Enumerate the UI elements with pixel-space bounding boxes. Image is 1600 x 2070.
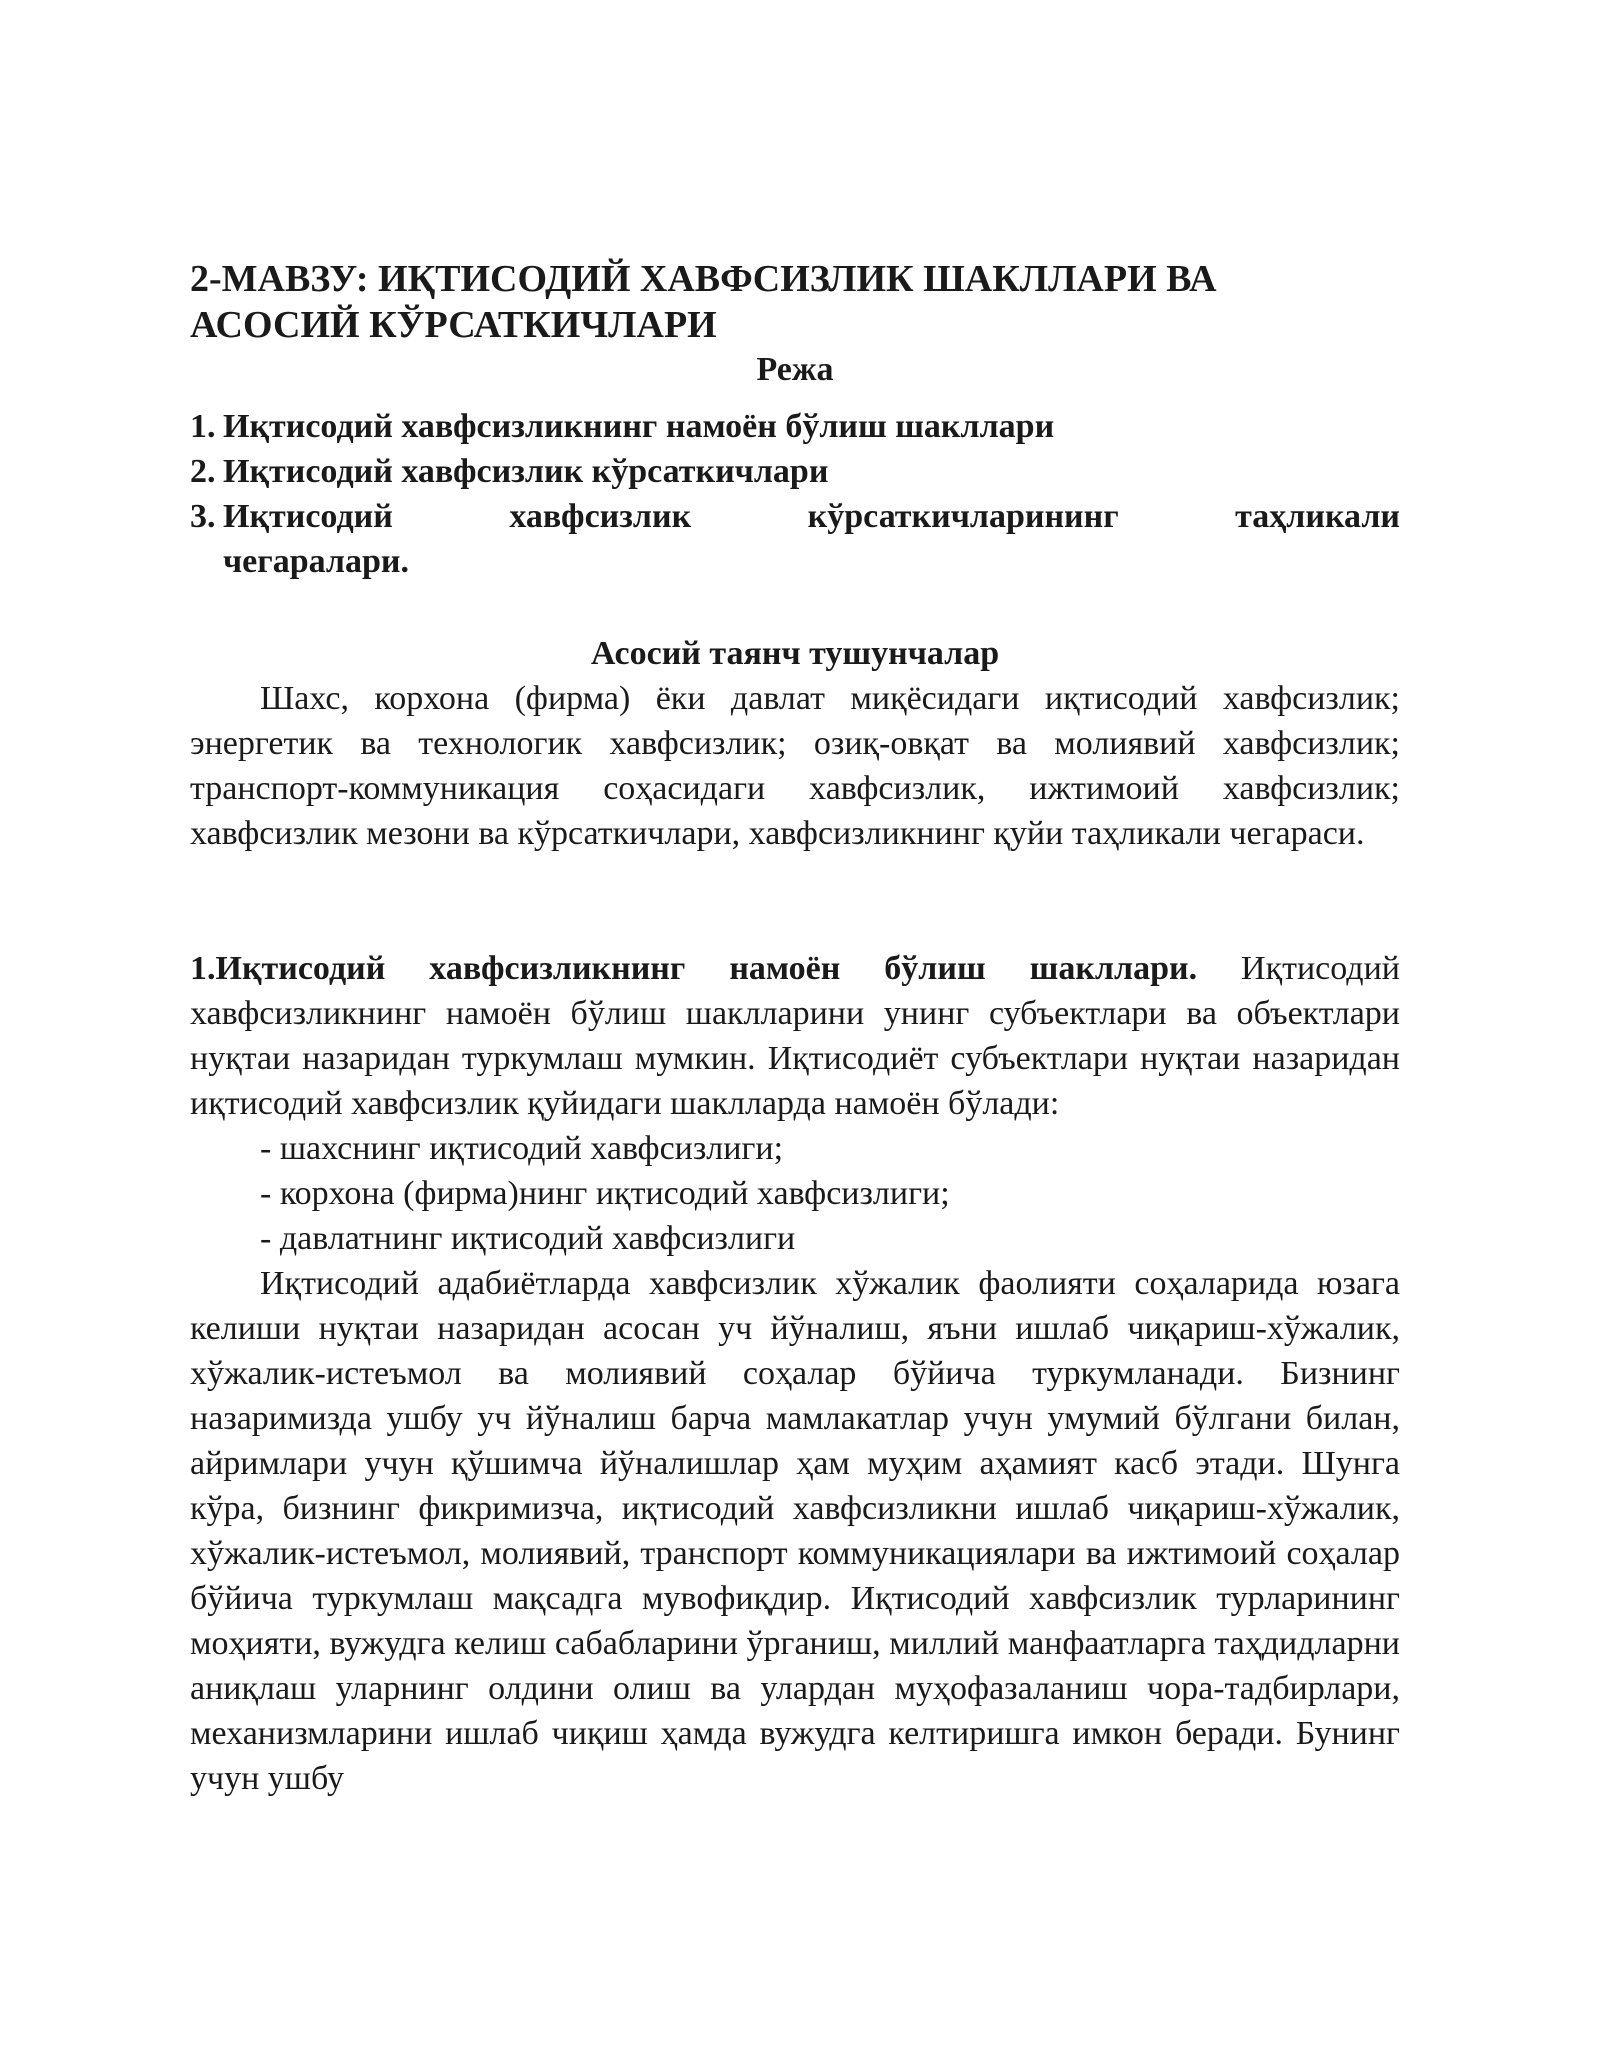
section-1 (190, 946, 1400, 1801)
plan-item (190, 449, 1400, 494)
plan-item-text: Иқтисодий хавфсизлик кўрсаткичлари (223, 453, 829, 490)
bullet-item: - корхона (фирма)нинг иқтисодий хавфсизлиги; (260, 1175, 950, 1212)
title-line-2: АСОСИЙ КЎРСАТКИЧЛАРИ (190, 304, 717, 346)
plan-item-text: Иқтисодий хавфсизлик кўрсаткичларининг таҳликали (223, 498, 1400, 535)
plan-item-text: Иқтисодий хавфсизликнинг намоён бўлиш шакллари (223, 408, 1055, 445)
title-line-1: 2-МАВЗУ: ИҚТИСОДИЙ ХАВФСИЗЛИК ШАКЛЛАРИ ВА (190, 258, 1217, 300)
section-1-heading: 1.Иқтисодий хавфсизликнинг намоён бўлиш шакллари. (190, 950, 1198, 987)
section-1-intro-text: Иқтисодий хавфсизликнинг намоён бўлиш шаклларини унинг субъектлари ва объектлари нуқтаи назаридан туркумлаш мумкин. Иқтисодиёт субъектлари нуқтаи назаридан иқтисодий хавфсизлик қуйидаги шаклларда намоён бўлади: (190, 950, 1400, 1122)
section-1-bullet-list (190, 1126, 1400, 1261)
plan-item (190, 494, 1400, 584)
document-title (190, 256, 1400, 348)
bullet-item: - давлатнинг иқтисодий хавфсизлиги (260, 1220, 796, 1257)
plan-item-number: 3. (190, 498, 216, 535)
key-concepts-paragraph: Шахс, корхона (фирма) ёки давлат миқёсидаги иқтисодий хавфсизлик; энергетик ва технологик хавфсизлик; озиқ-овқат ва молиявий хавфсизлик; транспорт-коммуникация соҳасидаги хавфсизлик, ижтимоий хавфсизлик; хавфсизлик мезони ва кўрсаткичлари, хавфсизликнинг қуйи таҳликали чегараси. (190, 680, 1400, 852)
document-page (190, 256, 1400, 1801)
plan-list (190, 404, 1400, 584)
plan-item-text-continued: чегаралари. (223, 543, 409, 580)
plan-item (190, 404, 1400, 449)
key-concepts-heading: Асосий таянч тушунчалар (590, 635, 1000, 672)
plan-item-number: 1. (190, 408, 216, 445)
bullet-item: - шахснинг иқтисодий хавфсизлиги; (260, 1130, 784, 1167)
plan-heading: Режа (756, 351, 834, 388)
section-1-intro-paragraph (190, 946, 1400, 1126)
plan-item-number: 2. (190, 453, 216, 490)
section-1-paragraph: Иқтисодий адабиётларда хавфсизлик хўжалик фаолияти соҳаларида юзага келиши нуқтаи назаридан асосан уч йўналиш, яъни ишлаб чиқариш-хўжалик, хўжалик-истеъмол ва молиявий соҳалар бўйича туркумланади. Бизнинг назаримизда ушбу уч йўналиш барча мамлакатлар учун умумий бўлгани билан, айримлари учун қўшимча йўналишлар ҳам муҳим аҳамият касб этади. Шунга кўра, бизнинг фикримизча, иқтисодий хавфсизликни ишлаб чиқариш-хўжалик, хўжалик-истеъмол, молиявий, транспорт коммуникациялари ва ижтимоий соҳалар бўйича туркумлаш мақсадга мувофиқдир. Иқтисодий хавфсизлик турларининг моҳияти, вужудга келиш сабабларини ўрганиш, миллий манфаатларга таҳдидларни аниқлаш уларнинг олдини олиш ва улардан муҳофазаланиш чора-тадбирлари, механизмларини ишлаб чиқиш ҳамда вужудга келтиришга имкон беради. Бунинг учун ушбу (190, 1265, 1400, 1797)
